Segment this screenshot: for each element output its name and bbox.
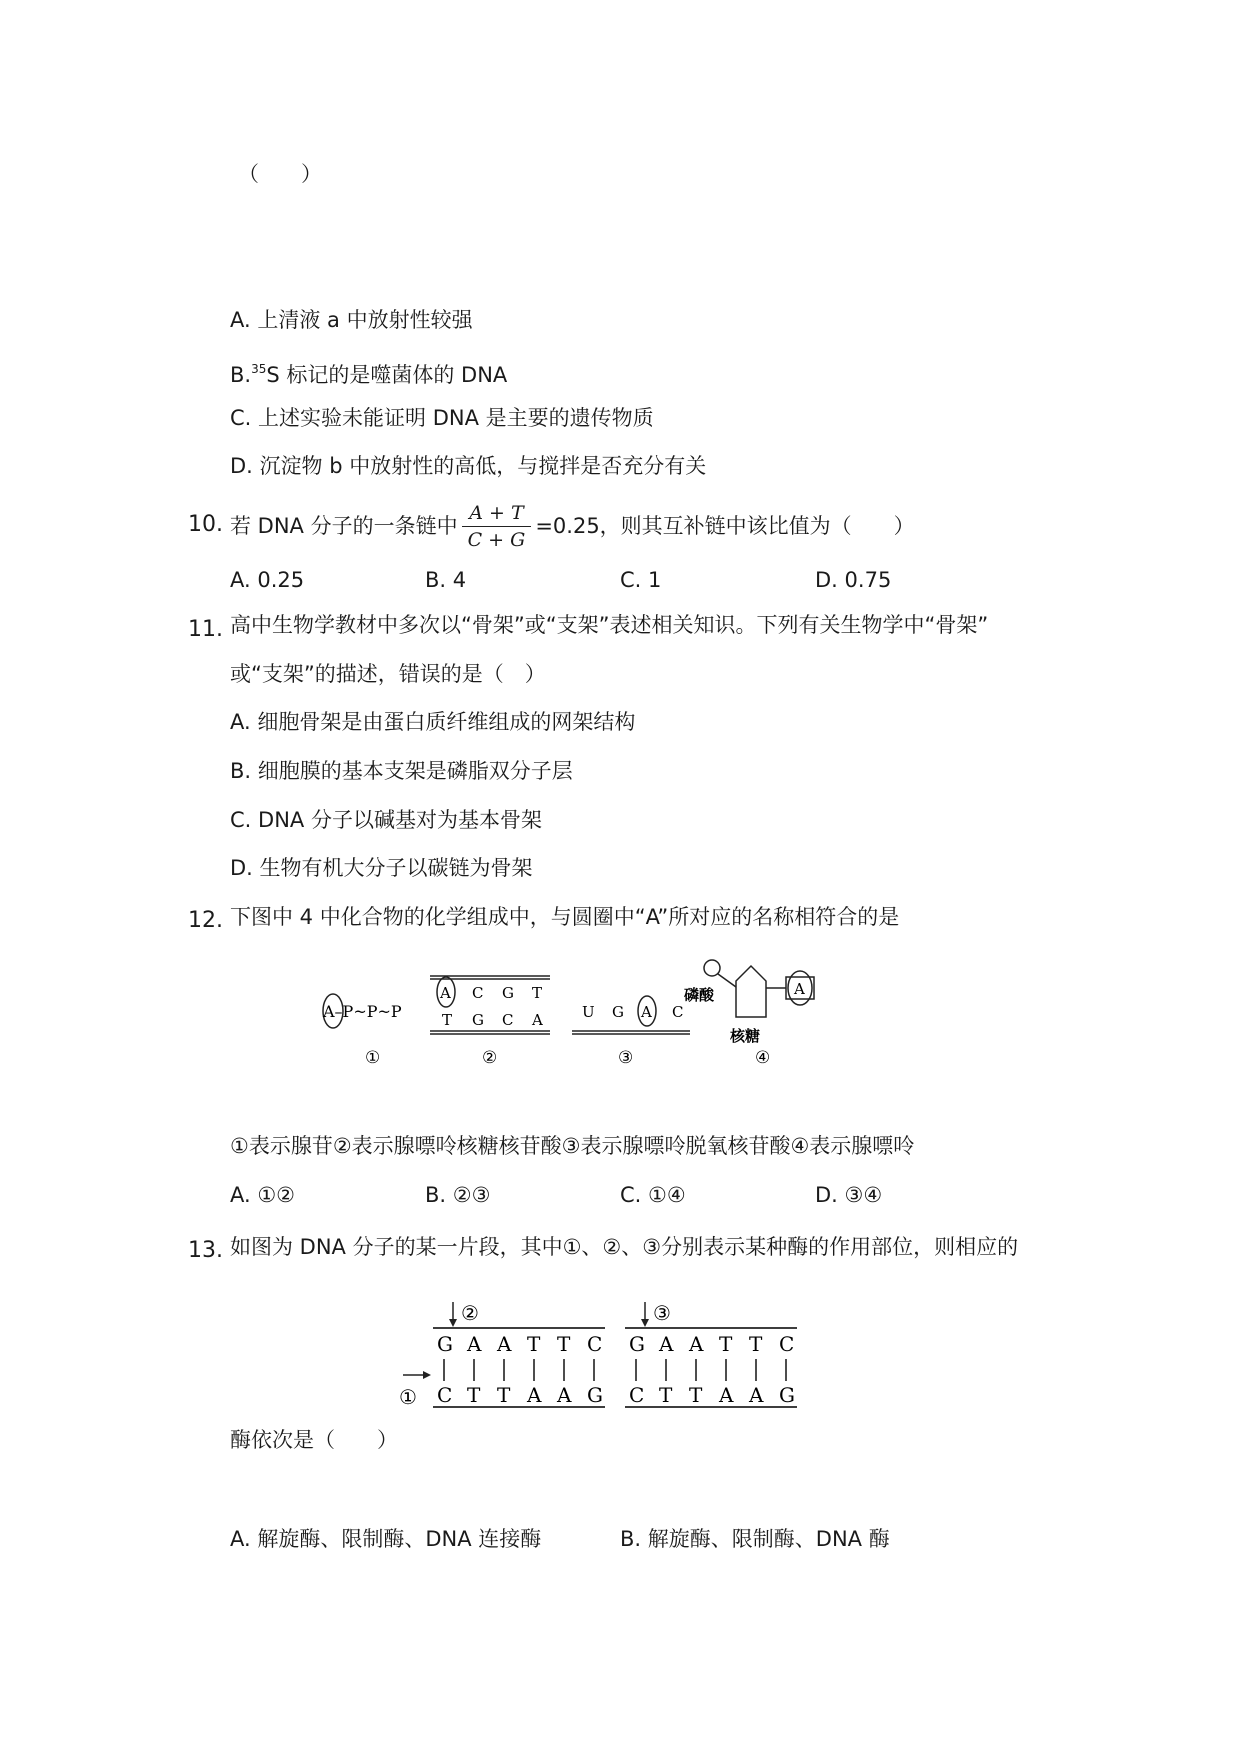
marker-2: ② bbox=[461, 1301, 479, 1325]
option-label: B. bbox=[425, 568, 447, 592]
fig4-base: A bbox=[794, 980, 805, 998]
option-label: D. bbox=[815, 568, 838, 592]
option-text: S 标记的是噬菌体的 DNA bbox=[266, 363, 508, 387]
bottom-base: T bbox=[659, 1383, 673, 1407]
top-base: A bbox=[467, 1332, 482, 1356]
fig2-bottom-base: T bbox=[442, 1011, 453, 1029]
option-label: C. bbox=[620, 1183, 642, 1207]
q10-option-b bbox=[425, 566, 466, 594]
option-label: D. bbox=[230, 856, 253, 880]
fig3-base: U bbox=[582, 1003, 595, 1021]
fig3-label: ③ bbox=[618, 1048, 634, 1068]
option-text: 生物有机大分子以碳链为骨架 bbox=[259, 856, 533, 880]
fig2-bottom-base: C bbox=[502, 1011, 514, 1029]
q11-option-c bbox=[230, 806, 542, 834]
q12-option-b bbox=[425, 1181, 490, 1209]
q12-stem: 下图中 4 中化合物的化学组成中，与圆圈中“A”所对应的名称相符合的是 bbox=[230, 905, 900, 929]
dna-fragment-figure bbox=[395, 1295, 810, 1410]
q9-option-b bbox=[230, 355, 507, 389]
option-text: ①④ bbox=[648, 1183, 686, 1207]
fig4-label: ④ bbox=[755, 1048, 771, 1068]
option-label: A. bbox=[230, 710, 251, 734]
q13-stem-continued: 酶依次是（ ） bbox=[230, 1428, 398, 1452]
q11-option-b bbox=[230, 757, 573, 785]
option-text: ②③ bbox=[452, 1183, 491, 1207]
option-label: B. bbox=[230, 363, 252, 387]
q10-option-c bbox=[620, 566, 661, 594]
fraction-denominator: C + G bbox=[467, 528, 526, 551]
marker-3: ③ bbox=[653, 1301, 671, 1325]
bottom-base: T bbox=[497, 1383, 511, 1407]
option-label: D. bbox=[815, 1183, 838, 1207]
bottom-base: G bbox=[779, 1383, 795, 1407]
option-text: ③④ bbox=[844, 1183, 883, 1207]
q9-option-a bbox=[230, 306, 473, 334]
top-base: T bbox=[527, 1332, 541, 1356]
fig2-top-base: G bbox=[502, 984, 514, 1002]
fig4-phosphate-label: 磷酸 bbox=[684, 986, 715, 1004]
bottom-base: G bbox=[587, 1383, 603, 1407]
fraction-numerator: A + T bbox=[462, 502, 532, 527]
q12-option-c bbox=[620, 1181, 686, 1209]
q9-option-c bbox=[230, 404, 654, 432]
fig3-base: A bbox=[641, 1003, 652, 1021]
option-label: C. bbox=[620, 568, 642, 592]
option-label: A. bbox=[230, 568, 251, 592]
option-label: B. bbox=[230, 759, 252, 783]
option-text: 细胞骨架是由蛋白质纤维组成的网架结构 bbox=[257, 710, 636, 734]
phosphate-circle bbox=[704, 960, 720, 976]
option-label: B. bbox=[425, 1183, 447, 1207]
q10-stem-after: =0.25，则其互补链中该比值为（ ） bbox=[535, 514, 915, 538]
top-base: G bbox=[437, 1332, 453, 1356]
option-label: B. bbox=[620, 1527, 642, 1551]
fig1-label: ① bbox=[365, 1048, 381, 1068]
compounds-figure bbox=[310, 955, 830, 1080]
option-text: 解旋酶、限制酶、DNA 连接酶 bbox=[257, 1527, 542, 1551]
option-text: 1 bbox=[648, 568, 662, 592]
q12-option-d bbox=[815, 1181, 882, 1209]
option-text: 上述实验未能证明 DNA 是主要的遗传物质 bbox=[258, 406, 654, 430]
option-text: 0.25 bbox=[257, 568, 305, 592]
top-base: A bbox=[659, 1332, 674, 1356]
q11-option-a bbox=[230, 708, 635, 736]
q11-option-d bbox=[230, 854, 533, 882]
ratio-fraction bbox=[462, 502, 532, 551]
q10-stem bbox=[230, 496, 915, 556]
option-label: A. bbox=[230, 1183, 251, 1207]
option-text: 沉淀物 b 中放射性的高低，与搅拌是否充分有关 bbox=[259, 454, 707, 478]
fig2-top-base: T bbox=[532, 984, 543, 1002]
superscript-35: 35 bbox=[251, 362, 267, 376]
q11-stem-line1: 高中生物学教材中多次以“骨架”或“支架”表述相关知识。下列有关生物学中“骨架” bbox=[230, 613, 989, 637]
top-base: T bbox=[749, 1332, 763, 1356]
bottom-base: A bbox=[719, 1383, 734, 1407]
option-text: 4 bbox=[452, 568, 467, 592]
q10-option-d bbox=[815, 566, 891, 594]
question-number-10: 10. bbox=[188, 512, 223, 537]
fig3-base: G bbox=[612, 1003, 624, 1021]
q13-stem: 如图为 DNA 分子的某一片段，其中①、②、③分别表示某种酶的作用部位，则相应的 bbox=[230, 1235, 1019, 1259]
top-base: T bbox=[719, 1332, 733, 1356]
question-number-12: 12. bbox=[188, 908, 223, 933]
question-number-13: 13. bbox=[188, 1238, 223, 1263]
q12-explanation: ①表示腺苷②表示腺嘌呤核糖核苷酸③表示腺嘌呤脱氧核苷酸④表示腺嘌呤 bbox=[230, 1134, 915, 1158]
top-base: C bbox=[779, 1332, 795, 1356]
fig3-base: C bbox=[672, 1003, 684, 1021]
fig4-sugar-label: 核糖 bbox=[730, 1027, 761, 1045]
top-base: A bbox=[689, 1332, 704, 1356]
q10-option-a bbox=[230, 566, 304, 594]
option-text: DNA 分子以碱基对为基本骨架 bbox=[258, 808, 542, 832]
top-base: T bbox=[557, 1332, 571, 1356]
fig2-top-base: A bbox=[440, 984, 451, 1002]
fig2-bottom-base: G bbox=[472, 1011, 484, 1029]
bottom-base: T bbox=[467, 1383, 481, 1407]
option-text: 上清液 a 中放射性较强 bbox=[257, 308, 473, 332]
answer-blank: （ ） bbox=[238, 162, 322, 186]
marker-1: ① bbox=[399, 1385, 417, 1409]
bottom-base: A bbox=[527, 1383, 542, 1407]
fig2-label: ② bbox=[482, 1048, 498, 1068]
ribose-pentagon bbox=[736, 966, 766, 1017]
option-label: D. bbox=[230, 454, 253, 478]
option-label: C. bbox=[230, 808, 252, 832]
q10-stem-before: 若 DNA 分子的一条链中 bbox=[230, 514, 458, 538]
top-base: G bbox=[629, 1332, 645, 1356]
option-label: C. bbox=[230, 406, 252, 430]
q13-option-b bbox=[620, 1525, 890, 1553]
option-label: A. bbox=[230, 308, 251, 332]
fig1-atp-text: A–P~P~P bbox=[323, 1002, 402, 1021]
q9-option-d bbox=[230, 452, 706, 480]
fig2-bottom-base: A bbox=[532, 1011, 543, 1029]
bottom-base: A bbox=[749, 1383, 764, 1407]
bottom-base: A bbox=[557, 1383, 572, 1407]
option-label: A. bbox=[230, 1527, 251, 1551]
option-text: 细胞膜的基本支架是磷脂双分子层 bbox=[257, 759, 573, 783]
fig2-top-base: C bbox=[472, 984, 484, 1002]
bottom-base: C bbox=[437, 1383, 453, 1407]
q13-option-a bbox=[230, 1525, 541, 1553]
top-base: A bbox=[497, 1332, 512, 1356]
q12-option-a bbox=[230, 1181, 295, 1209]
bottom-base: T bbox=[689, 1383, 703, 1407]
option-text: 解旋酶、限制酶、DNA 酶 bbox=[647, 1527, 890, 1551]
q11-stem-line2: 或“支架”的描述，错误的是（ ） bbox=[230, 662, 546, 686]
option-text: 0.75 bbox=[844, 568, 892, 592]
bottom-base: C bbox=[629, 1383, 645, 1407]
question-number-11: 11. bbox=[188, 617, 223, 642]
top-base: C bbox=[587, 1332, 603, 1356]
option-text: ①② bbox=[257, 1183, 296, 1207]
